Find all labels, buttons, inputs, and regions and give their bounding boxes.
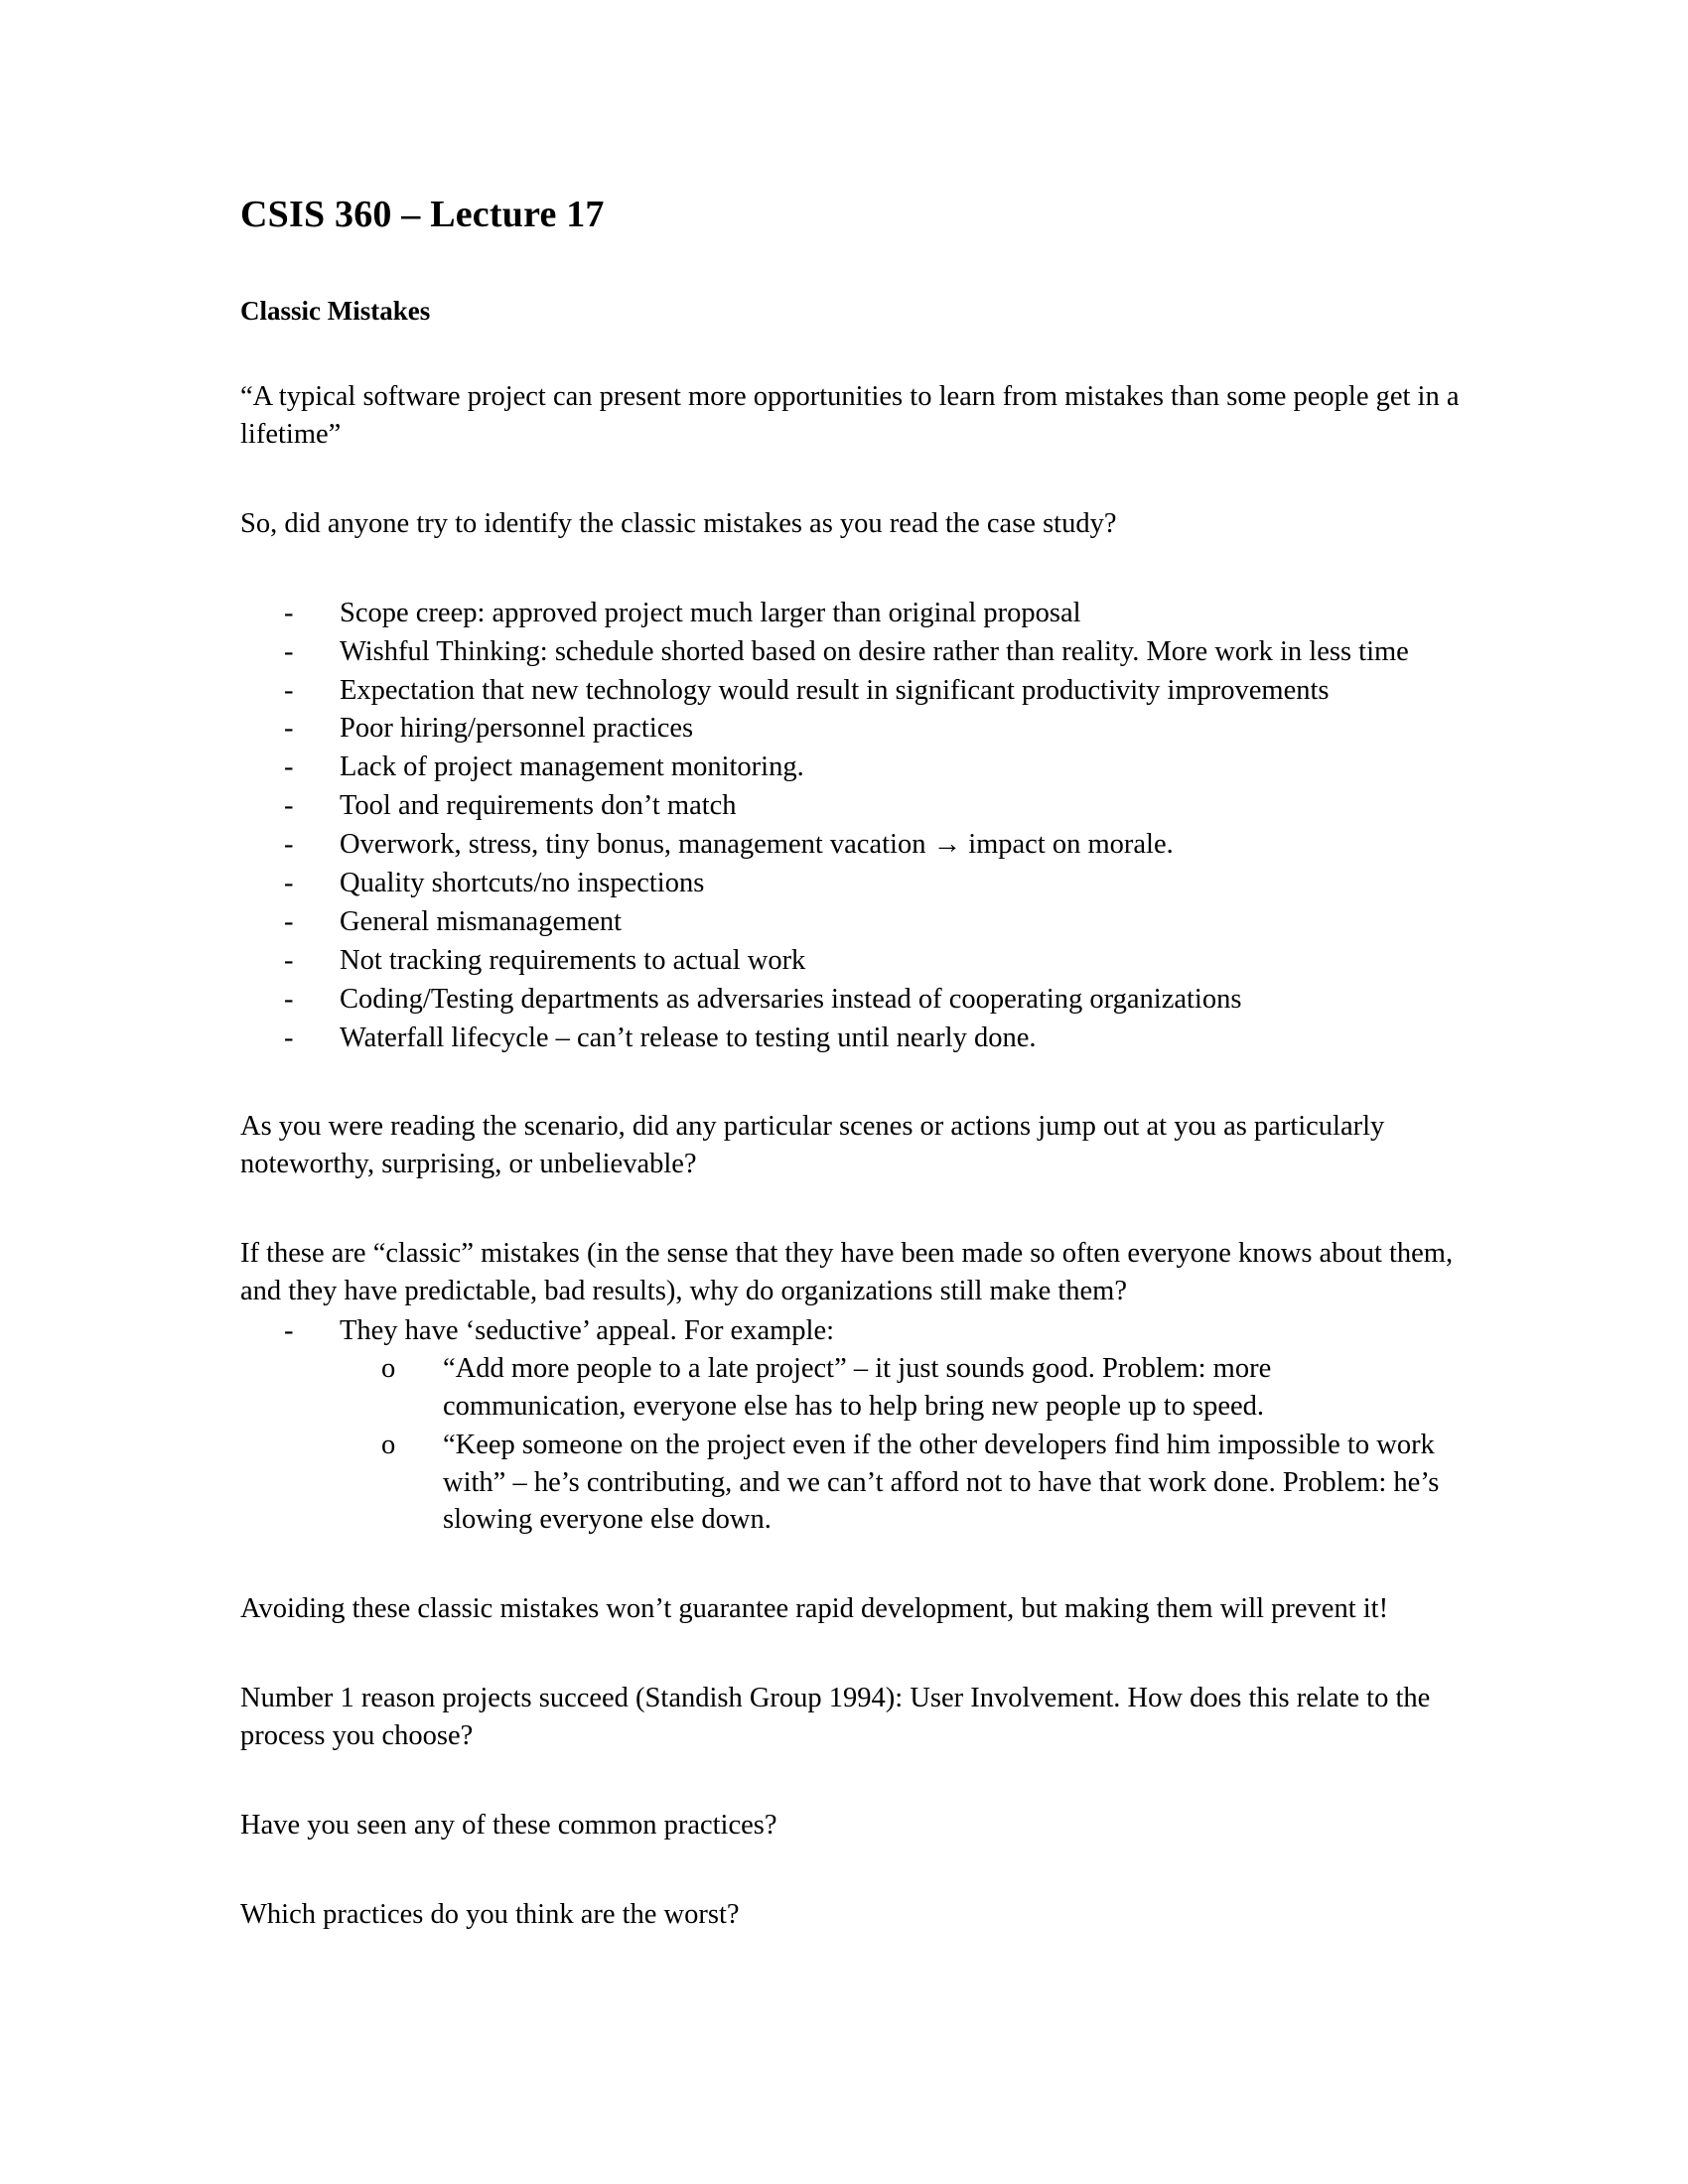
list-item [340,1350,1460,1426]
classic-mistakes-list [240,595,1460,1057]
circle-bullet-icon: o [381,1352,396,1384]
list-item-label: Lack of project management monitoring. [340,751,804,783]
list-item-label: Waterfall lifecycle – can’t release to testing until nearly done. [340,1022,1037,1053]
list-item-label: Tool and requirements don’t match [340,790,737,822]
list-item [240,903,1460,941]
seductive-examples-list [340,1350,1460,1539]
dash-bullet-icon: - [284,867,294,898]
list-item-label: Poor hiring/personnel practices [340,713,694,745]
list-item [240,672,1460,710]
list-item [240,981,1460,1019]
list-item [240,1312,1460,1539]
list-item [240,865,1460,902]
dash-bullet-icon: - [284,635,294,667]
dash-bullet-icon: - [284,790,294,822]
dash-bullet-icon: - [284,1022,294,1053]
circle-bullet-icon: o [381,1429,396,1460]
list-item-label: They have ‘seductive’ appeal. For example: [340,1315,835,1346]
list-item-label: “Keep someone on the project even if the other developers find him impossible to work with” – he’s contributing, and we can’t afford not to have that work done. Problem: he’s slowing everyone else down. [443,1429,1440,1536]
list-item-label: Scope creep: approved project much larger than original proposal [340,597,1081,628]
list-item [240,1020,1460,1057]
case-study-prompt-paragraph: So, did anyone try to identify the classic mistakes as you read the case study? [240,507,1117,539]
list-item [240,595,1460,632]
list-item-label: Not tracking requirements to actual work [340,944,806,976]
list-item-label: Wishful Thinking: schedule shorted based on desire rather than reality. More work in less time [340,635,1409,667]
dash-bullet-icon: - [284,674,294,706]
list-item-label: Quality shortcuts/no inspections [340,867,705,898]
dash-bullet-icon: - [284,1315,294,1346]
page-title: CSIS 360 – Lecture 17 [240,194,605,235]
list-item-label: “Add more people to a late project” – it just sounds good. Problem: more communication, everyone else has to help bring new people up to speed. [443,1352,1272,1422]
dash-bullet-icon: - [284,597,294,628]
list-item-label: General mismanagement [340,905,623,937]
list-item [240,749,1460,786]
list-item-label: Expectation that new technology would result in significant productivity improvements [340,674,1330,706]
list-item-label: Overwork, stress, tiny bonus, management vacation → impact on morale. [340,829,1174,861]
dash-bullet-icon: - [284,944,294,976]
opening-quote-paragraph: “A typical software project can present more opportunities to learn from mistakes than some people get in a lifetime” [240,381,1460,450]
list-item-label: Coding/Testing departments as adversaries instead of cooperating organizations [340,983,1242,1015]
seen-practices-question: Have you seen any of these common practices? [240,1810,777,1842]
dash-bullet-icon: - [284,983,294,1015]
list-item [240,942,1460,980]
dash-bullet-icon: - [284,905,294,937]
why-organizations-paragraph: If these are “classic” mistakes (in the sense that they have been made so often everyone knows about them, and they have predictable, bad results), why do organizations still make them? [240,1238,1454,1307]
list-item [240,826,1460,864]
list-item [340,1427,1460,1540]
dash-bullet-icon: - [284,713,294,745]
list-item [240,633,1460,671]
list-item [240,710,1460,748]
seductive-appeal-list [240,1312,1460,1539]
reflection-paragraph: As you were reading the scenario, did any particular scenes or actions jump out at you as particularly noteworthy, surprising, or unbelievable? [240,1111,1385,1180]
worst-practices-question: Which practices do you think are the worst? [240,1898,740,1930]
list-item [240,787,1460,825]
avoiding-mistakes-paragraph: Avoiding these classic mistakes won’t guarantee rapid development, but making them will prevent it! [240,1593,1389,1625]
section-heading-classic-mistakes: Classic Mistakes [240,295,431,326]
dash-bullet-icon: - [284,829,294,861]
dash-bullet-icon: - [284,751,294,783]
standish-group-paragraph: Number 1 reason projects succeed (Standish Group 1994): User Involvement. How does this relate to the process you choose? [240,1683,1431,1752]
